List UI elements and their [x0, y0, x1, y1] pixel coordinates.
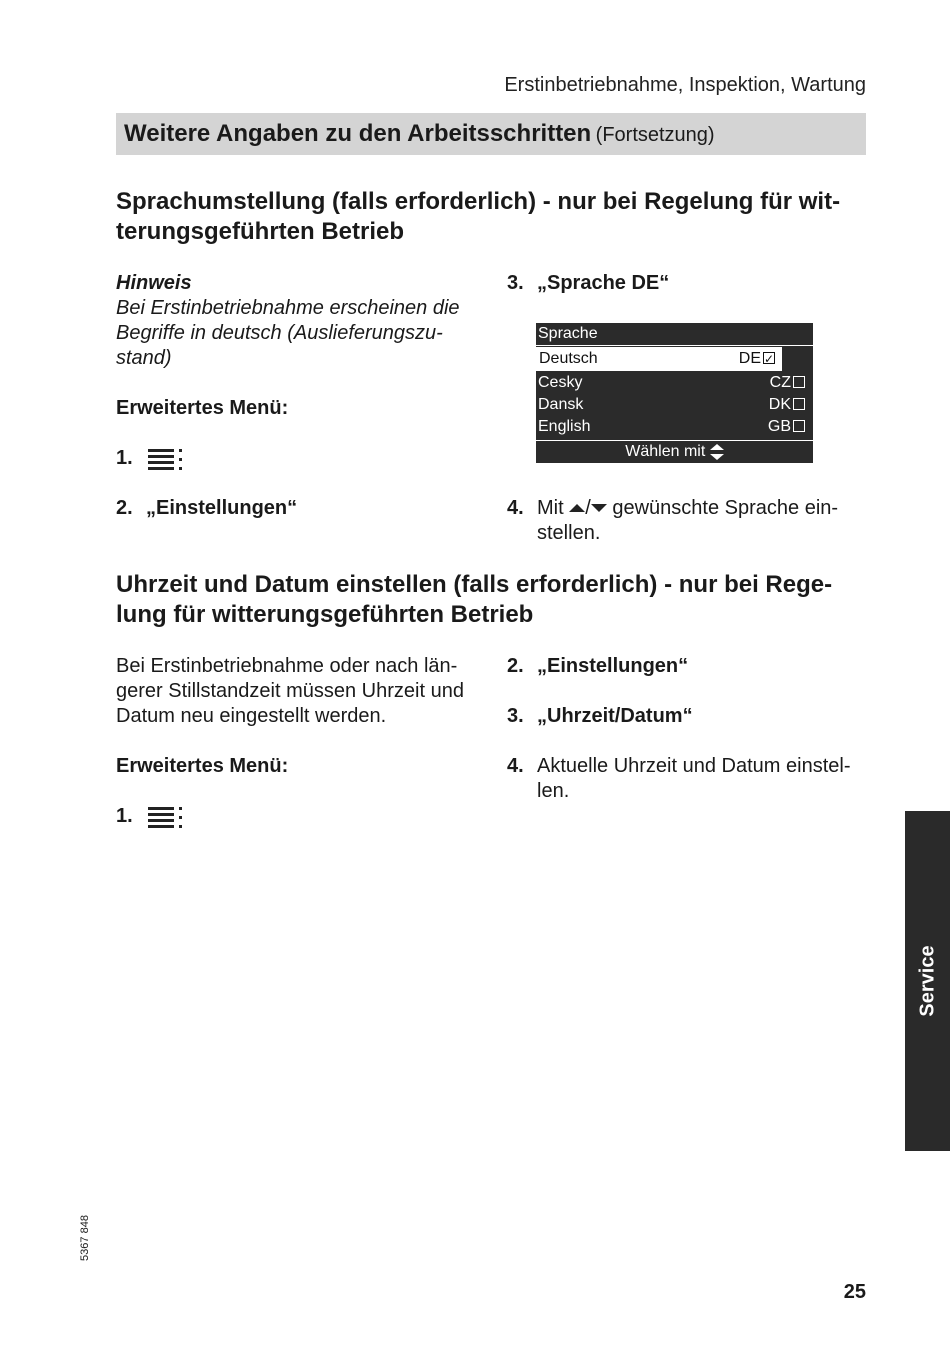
step-number: 1.: [116, 447, 133, 469]
step4-before: Mit: [537, 497, 564, 519]
checkbox-icon: [793, 376, 805, 388]
step4-line1: Aktuelle Uhrzeit und Datum einstel-: [537, 755, 851, 777]
section1-menu-label: Erweitertes Menü:: [116, 397, 289, 419]
section2-step4: [507, 754, 867, 804]
display-row-code: [769, 394, 805, 416]
code-text: DE: [738, 350, 761, 367]
step-number: 2.: [116, 497, 133, 519]
section1-step4: [507, 496, 867, 546]
intro-line: Bei Erstinbetriebnahme oder nach län-: [116, 655, 458, 677]
section-bar-continuation: (Fortsetzung): [595, 124, 715, 146]
display-row-label: English: [538, 418, 591, 435]
arrow-down-icon: [591, 504, 607, 512]
code-text: CZ: [769, 374, 791, 391]
step-number: 3.: [507, 705, 524, 727]
section2-step2: [507, 654, 688, 679]
section1-step2: [116, 496, 297, 521]
note-line: stand): [116, 347, 172, 369]
display-row-code: [739, 348, 775, 370]
step-text: „Sprache DE“: [537, 272, 670, 294]
step4-after: gewünschte Sprache ein-: [612, 497, 839, 519]
section2-heading: [116, 570, 868, 630]
display-row-code: [768, 416, 805, 438]
section2-heading-line1: Uhrzeit und Datum einstellen (falls erforderlich) - nur bei Rege-: [116, 571, 833, 598]
section-bar: [116, 113, 866, 155]
display-row-label: Cesky: [538, 374, 583, 391]
step-text: „Einstellungen“: [537, 655, 689, 677]
intro-line: Datum neu eingestellt werden.: [116, 705, 387, 727]
section1-heading-line1: Sprachumstellung (falls erforderlich) - nur bei Regelung für wit-: [116, 188, 841, 215]
code-text: GB: [767, 418, 791, 435]
step4-line2: stellen.: [537, 522, 601, 544]
display-row-code: [770, 372, 805, 394]
section2-intro: [116, 654, 486, 729]
display-row-label: Deutsch: [539, 350, 598, 367]
step-number: 4.: [507, 497, 524, 519]
checkbox-icon: [793, 398, 805, 410]
section2-step3: [507, 704, 693, 729]
note-line: Begriffe in deutsch (Auslieferungszu-: [116, 322, 443, 344]
up-down-icon: [710, 444, 724, 460]
code-text: DK: [768, 396, 791, 413]
step4-line2: len.: [537, 780, 570, 802]
section1-step3: [507, 271, 669, 296]
step-text: „Uhrzeit/Datum“: [537, 705, 693, 727]
section1-heading-line2: terungsgeführten Betrieb: [116, 218, 405, 245]
language-display-panel: [536, 323, 813, 463]
section-bar-title: Weitere Angaben zu den Arbeitsschritten: [124, 120, 592, 147]
display-footer-text: Wählen mit: [625, 443, 706, 460]
menu-icon: [148, 805, 186, 829]
display-row-selected: [537, 348, 781, 370]
note-line: Bei Erstinbetriebnahme erscheinen die: [116, 297, 460, 319]
document-number: 5367 848: [78, 1215, 91, 1261]
side-tab-service: [905, 811, 950, 1151]
side-tab-label: Service: [916, 945, 938, 1017]
section1-step1: [116, 446, 186, 471]
section2-menu-label: Erweitertes Menü:: [116, 755, 289, 777]
display-row: [536, 416, 813, 438]
running-header: Erstinbetriebnahme, Inspektion, Wartung: [504, 74, 866, 96]
step4-slash: /: [585, 497, 591, 519]
display-footer: [536, 440, 813, 463]
section2-step1: [116, 804, 186, 829]
step-number: 3.: [507, 272, 524, 294]
section2-heading-line2: lung für witterungsgeführten Betrieb: [116, 601, 534, 628]
section1-left-column: [116, 271, 486, 371]
checkbox-icon: [793, 420, 805, 432]
intro-line: gerer Stillstandzeit müssen Uhrzeit und: [116, 680, 464, 702]
display-row-label: Dansk: [538, 396, 584, 413]
page-number: 25: [843, 1281, 866, 1303]
display-row: [536, 394, 813, 416]
display-row: [536, 372, 813, 394]
step-number: 1.: [116, 805, 133, 827]
menu-icon: [148, 447, 186, 471]
checkbox-icon: [763, 352, 775, 364]
note-title: Hinweis: [116, 272, 192, 294]
step-number: 4.: [507, 755, 524, 777]
step-text: „Einstellungen“: [146, 497, 298, 519]
arrow-up-icon: [569, 504, 585, 512]
display-title: Sprache: [536, 323, 813, 346]
section1-heading: [116, 187, 868, 247]
step-number: 2.: [507, 655, 524, 677]
